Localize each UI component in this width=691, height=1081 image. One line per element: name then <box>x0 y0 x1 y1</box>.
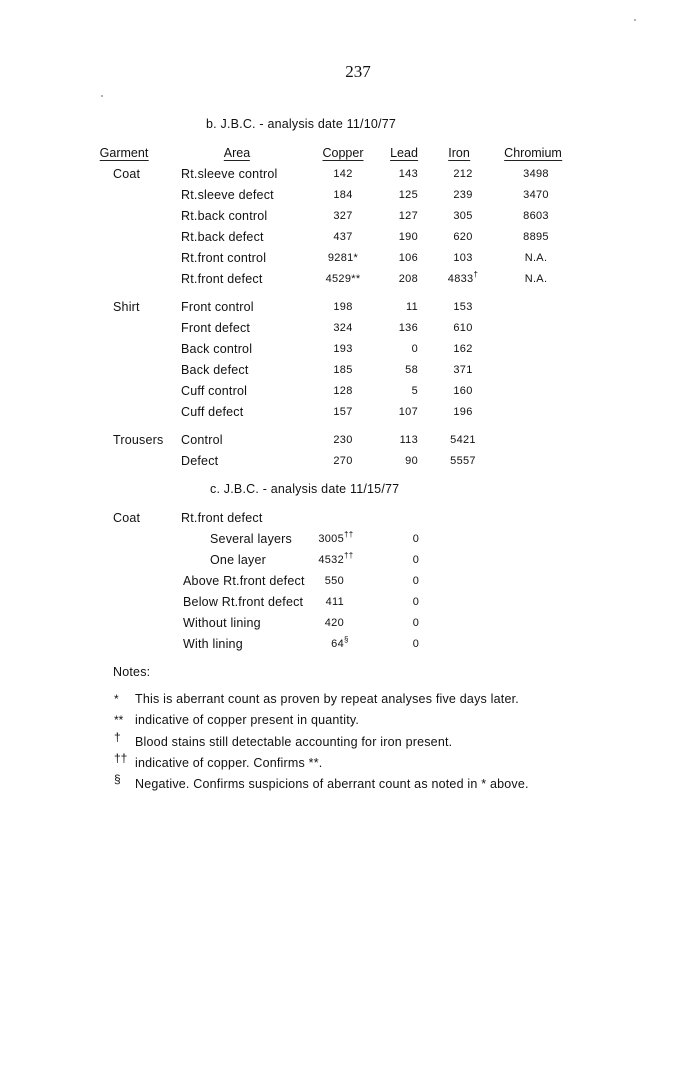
cell-lead <box>399 168 418 180</box>
cell-area <box>181 251 266 265</box>
cell-iron <box>453 322 472 334</box>
cell-copper <box>333 322 352 334</box>
cell-copper <box>333 434 352 446</box>
cell-lead <box>400 434 418 446</box>
cell-lead: 0 <box>412 617 420 629</box>
note-mark: § <box>114 772 121 786</box>
cell-iron-text: 162 <box>453 343 473 355</box>
cell-lead <box>406 301 418 313</box>
notes-label: Notes: <box>113 665 151 679</box>
cell-area-text: Defect <box>181 454 219 468</box>
cell-chromium <box>523 168 549 180</box>
cell-chromium-text: 8603 <box>523 210 549 222</box>
cell-iron <box>453 252 472 264</box>
cell-copper <box>333 189 352 201</box>
cell-area <box>181 384 247 398</box>
cell-copper <box>333 231 352 243</box>
cell-iron <box>453 364 472 376</box>
cell-iron <box>447 270 479 285</box>
cell-copper-text: 157 <box>333 406 353 418</box>
header-area: Area <box>223 146 251 160</box>
cell-iron-text: 305 <box>453 210 473 222</box>
cell-iron-text: 610 <box>453 322 473 334</box>
cell-copper-text: 185 <box>333 364 353 376</box>
cell-area <box>181 321 250 335</box>
header-lead: Lead <box>390 146 418 160</box>
cell-copper-text: 4532 <box>318 554 344 566</box>
cell-lead: 0 <box>412 638 420 650</box>
cell-iron <box>453 343 472 355</box>
cell-copper: 3005†† <box>318 530 354 545</box>
cell-copper <box>328 252 358 264</box>
cell-copper <box>333 406 352 418</box>
cell-iron-text: 212 <box>453 168 473 180</box>
cell-lead <box>399 231 418 243</box>
cell-iron <box>453 406 472 418</box>
cell-iron <box>453 301 472 313</box>
cell-area: One layer <box>210 553 266 567</box>
cell-chromium-text: 3470 <box>523 189 549 201</box>
cell-copper <box>326 273 361 285</box>
cell-area-text: Cuff defect <box>181 405 244 419</box>
cell-copper-text: 420 <box>324 617 344 629</box>
cell-lead-text: 90 <box>405 455 418 467</box>
cell-iron-text: 620 <box>453 231 473 243</box>
cell-chromium <box>523 231 549 243</box>
cell-copper-text: 437 <box>333 231 353 243</box>
cell-area-text: Rt.front defect <box>181 272 263 286</box>
cell-lead <box>412 343 418 355</box>
cell-area-text: Back control <box>181 342 253 356</box>
note-mark: †† <box>114 751 128 765</box>
scan-speck <box>634 19 636 21</box>
section-c-area: Rt.front defect <box>181 511 263 525</box>
cell-lead: 0 <box>412 533 420 545</box>
cell-copper-text: 193 <box>333 343 353 355</box>
cell-lead <box>399 273 418 285</box>
cell-iron <box>453 189 472 201</box>
cell-lead-text: 106 <box>398 252 418 264</box>
cell-area <box>181 272 263 286</box>
cell-copper-text: 128 <box>333 385 353 397</box>
cell-copper <box>333 210 352 222</box>
note-text: Negative. Confirms suspicions of aberrant count as noted in * above. <box>135 777 529 791</box>
note-mark: ** <box>114 713 124 727</box>
cell-lead <box>399 210 418 222</box>
note-text: Blood stains still detectable accounting for iron present. <box>135 735 453 749</box>
cell-copper <box>325 617 358 629</box>
cell-lead <box>405 455 418 467</box>
cell-garment-text: Trousers <box>113 433 164 447</box>
cell-iron-text: 153 <box>453 301 473 313</box>
cell-iron-text: 103 <box>453 252 473 264</box>
cell-copper-text: 4529** <box>325 273 361 285</box>
cell-area <box>181 300 254 314</box>
cell-lead-text: 127 <box>398 210 418 222</box>
cell-lead <box>399 406 418 418</box>
header-iron: Iron <box>448 146 470 160</box>
cell-iron-text: 160 <box>453 385 473 397</box>
cell-iron-text: 239 <box>453 189 473 201</box>
cell-area-text: Rt.sleeve control <box>181 167 278 181</box>
cell-chromium-text: 3498 <box>523 168 549 180</box>
cell-lead-text: 125 <box>398 189 418 201</box>
cell-area-text: Rt.back defect <box>181 230 264 244</box>
cell-copper-text: 327 <box>333 210 353 222</box>
cell-lead-text: 143 <box>398 168 418 180</box>
cell-copper <box>333 364 352 376</box>
cell-area: With lining <box>183 637 243 651</box>
cell-chromium-text: N.A. <box>524 252 548 264</box>
cell-area <box>181 342 252 356</box>
cell-lead <box>405 364 418 376</box>
cell-garment <box>113 433 163 447</box>
cell-lead-text: 5 <box>411 385 418 397</box>
cell-area-text: Rt.back control <box>181 209 268 223</box>
cell-copper <box>333 168 352 180</box>
cell-copper <box>326 596 358 608</box>
cell-lead <box>399 189 418 201</box>
cell-lead: 0 <box>412 596 420 608</box>
cell-area-text: Back defect <box>181 363 249 377</box>
note-text: indicative of copper. Confirms **. <box>135 756 323 770</box>
cell-iron <box>450 434 476 446</box>
cell-area <box>181 167 278 181</box>
cell-area <box>181 405 243 419</box>
cell-copper-text: 550 <box>324 575 344 587</box>
cell-chromium <box>525 252 548 264</box>
cell-chromium <box>525 273 548 285</box>
header-chromium: Chromium <box>504 146 562 160</box>
cell-iron <box>450 455 476 467</box>
cell-copper: 64§ <box>331 635 349 650</box>
cell-iron <box>453 231 472 243</box>
header-garment: Garment <box>99 146 149 160</box>
cell-garment-text: Shirt <box>113 300 140 314</box>
cell-area-text: Rt.front control <box>181 251 267 265</box>
note-text: indicative of copper present in quantity. <box>135 713 360 727</box>
cell-lead-text: 208 <box>398 273 418 285</box>
cell-garment <box>113 300 140 314</box>
scan-speck <box>101 95 103 97</box>
cell-lead-text: 136 <box>398 322 418 334</box>
cell-area: Below Rt.front defect <box>183 595 304 609</box>
cell-chromium <box>523 210 549 222</box>
cell-iron-text: 4833 <box>447 273 474 285</box>
cell-copper-text: 9281* <box>327 252 359 264</box>
cell-copper <box>333 385 352 397</box>
cell-copper-text: 198 <box>333 301 353 313</box>
section-b-heading: b. J.B.C. - analysis date 11/10/77 <box>206 117 397 131</box>
note-text: This is aberrant count as proven by repeat analyses five days later. <box>135 692 519 706</box>
cell-lead-text: 58 <box>405 364 418 376</box>
cell-area-text: Front defect <box>181 321 251 335</box>
cell-garment-text: Coat <box>113 167 141 181</box>
cell-iron-text: 196 <box>453 406 473 418</box>
cell-area: Several layers <box>210 532 292 546</box>
cell-copper-text: 230 <box>333 434 353 446</box>
cell-copper-text: 411 <box>325 596 344 608</box>
cell-garment <box>113 167 140 181</box>
cell-lead: 0 <box>412 575 420 587</box>
cell-area <box>181 188 274 202</box>
cell-lead <box>412 385 418 397</box>
cell-area <box>181 363 249 377</box>
cell-copper <box>333 455 352 467</box>
cell-iron-text: 371 <box>453 364 473 376</box>
cell-lead-text: 113 <box>399 434 418 446</box>
cell-chromium <box>523 189 549 201</box>
cell-area <box>181 209 267 223</box>
cell-iron-text: 5421 <box>450 434 476 446</box>
cell-iron-text: 5557 <box>450 455 476 467</box>
cell-copper <box>333 343 352 355</box>
cell-area <box>181 454 218 468</box>
cell-copper <box>325 575 358 587</box>
note-mark: † <box>114 730 121 744</box>
cell-lead-text: 11 <box>405 301 418 313</box>
cell-copper-text: 324 <box>333 322 353 334</box>
cell-lead <box>399 252 418 264</box>
cell-area-text: Rt.sleeve defect <box>181 188 274 202</box>
cell-iron <box>453 385 472 397</box>
cell-copper-text: 184 <box>333 189 353 201</box>
cell-copper-text: 142 <box>333 168 353 180</box>
cell-lead-text: 107 <box>398 406 418 418</box>
cell-iron <box>453 168 472 180</box>
section-c-garment: Coat <box>113 511 141 525</box>
cell-chromium-text: 8895 <box>523 231 549 243</box>
page-number: 237 <box>345 62 371 81</box>
cell-lead: 0 <box>412 554 420 566</box>
cell-copper <box>333 301 352 313</box>
note-mark: * <box>114 692 119 706</box>
cell-iron <box>453 210 472 222</box>
header-copper: Copper <box>322 146 364 160</box>
cell-area-text: Cuff control <box>181 384 248 398</box>
cell-copper-text: 3005 <box>318 533 344 545</box>
cell-copper-text: 64 <box>331 638 344 650</box>
cell-lead-text: 0 <box>411 343 418 355</box>
cell-area: Without lining <box>183 616 261 630</box>
cell-area <box>181 433 223 447</box>
cell-copper-text: 270 <box>333 455 353 467</box>
cell-chromium-text: N.A. <box>524 273 548 285</box>
cell-area-text: Front control <box>181 300 254 314</box>
cell-copper: 4532†† <box>318 551 354 566</box>
cell-lead-text: 190 <box>398 231 418 243</box>
cell-area <box>181 230 264 244</box>
cell-area: Above Rt.front defect <box>183 574 305 588</box>
cell-area-text: Control <box>181 433 223 447</box>
cell-lead <box>399 322 418 334</box>
section-c-heading: c. J.B.C. - analysis date 11/15/77 <box>210 482 400 496</box>
dagger-mark: † <box>473 270 479 279</box>
